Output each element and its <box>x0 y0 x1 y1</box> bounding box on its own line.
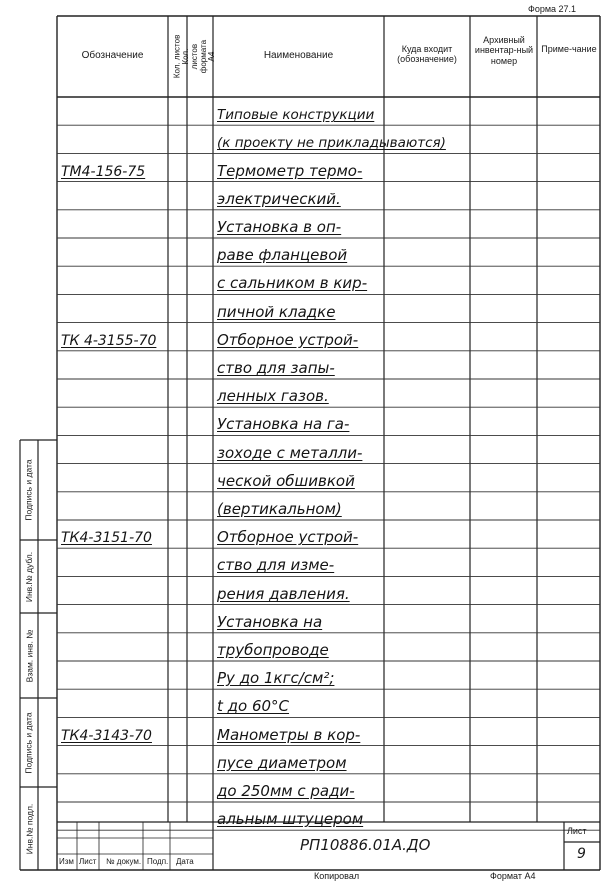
row-designation: ТК4-3143-70 <box>61 727 152 744</box>
table-row <box>57 97 600 125</box>
stamp-izm: Изм <box>59 857 74 866</box>
table-row <box>57 548 600 576</box>
header-designation: Обозначение <box>81 50 144 61</box>
side-label-signature-date-bottom: Подпись и дата <box>24 711 35 774</box>
row-name: ство для запы- <box>217 358 335 377</box>
table-row <box>57 407 600 435</box>
row-name: с сальником в кир- <box>217 274 368 293</box>
row-name: ство для изме- <box>217 556 335 575</box>
table-row <box>57 717 600 745</box>
table-row <box>57 323 600 351</box>
table-row <box>57 520 600 548</box>
side-label-inv-dubl: Инв.№ дубл. <box>24 551 34 602</box>
row-name: альным штуцером <box>217 810 364 829</box>
row-name: пусе диаметром <box>217 753 347 772</box>
row-name: ленных газов. <box>217 387 329 406</box>
row-name: электрический. <box>217 189 341 208</box>
table-row <box>57 689 600 717</box>
document-number: РП10886.01А.ДО <box>300 836 431 854</box>
side-label-signature-date-top: Подпись и дата <box>24 459 35 521</box>
row-name: раве фланцевой <box>217 246 348 265</box>
table-row <box>57 633 600 661</box>
table-row <box>57 746 600 774</box>
row-name: рения давления. <box>217 584 350 603</box>
stamp-data: Дата <box>176 857 194 866</box>
stamp-list: Лист <box>79 857 97 866</box>
table-row <box>57 125 600 153</box>
table-row <box>57 774 600 802</box>
row-name: t до 60°C <box>217 697 290 716</box>
row-name: до 250мм с ради- <box>217 781 355 800</box>
stamp-dokum: № докум. <box>106 857 142 866</box>
stamp-sheet-label: Лист <box>567 826 587 836</box>
table-row <box>57 802 600 830</box>
table-row <box>57 182 600 210</box>
header-destination: Куда входит (обозначение) <box>397 44 457 65</box>
row-designation: ТК 4-3155-70 <box>61 332 157 349</box>
table-row <box>57 238 600 266</box>
table-row <box>57 605 600 633</box>
table-row <box>57 294 600 322</box>
footer-format: Формат А4 <box>490 871 536 881</box>
table-row <box>57 492 600 520</box>
row-name: Термометр термо- <box>217 161 363 180</box>
row-name: Установка в оп- <box>217 217 342 236</box>
row-name: трубопроводе <box>217 640 329 659</box>
row-name: Манометры в кор- <box>217 725 361 744</box>
table-row <box>57 266 600 294</box>
form-label: Форма 27.1 <box>528 4 577 14</box>
table-row <box>57 379 600 407</box>
header-name: Наименование <box>263 50 334 61</box>
header-format: Кол. листов формата А4 <box>181 39 217 74</box>
row-name: Установка на га- <box>217 415 350 434</box>
table-row <box>57 435 600 463</box>
side-label-vzam-inv: Взам. инв. № <box>24 629 35 682</box>
stamp-podp: Подп. <box>147 857 169 866</box>
row-name: (к проекту не прикладываются) <box>217 135 446 152</box>
row-designation: ТМ4-156-75 <box>61 163 146 180</box>
row-name: Установка на <box>217 612 323 631</box>
row-name: Типовые конструкции <box>217 107 375 124</box>
header-archive: Архивный инвентар-ный номер <box>474 35 534 66</box>
row-name: Отборное устрой- <box>217 330 359 349</box>
stamp-sheet-number: 9 <box>577 846 586 862</box>
side-label-inv-podl: Инв.№ подл. <box>24 803 34 854</box>
footer-copied: Копировал <box>314 871 360 881</box>
table-row <box>57 464 600 492</box>
header-sheet-count: Кол. листов <box>172 34 182 79</box>
row-name: Отборное устрой- <box>217 528 359 547</box>
row-name: (вертикальном) <box>217 499 342 518</box>
row-name: зоходе с металли- <box>217 443 363 462</box>
header-note: Приме-чание <box>541 44 597 54</box>
row-name: Ру до 1кгс/см²; <box>217 669 335 688</box>
row-designation: ТК4-3151-70 <box>61 530 152 547</box>
row-name: ческой обшивкой <box>217 471 355 490</box>
table-row <box>57 210 600 238</box>
table-row <box>57 351 600 379</box>
table-row <box>57 153 600 181</box>
table-row <box>57 576 600 604</box>
row-name: пичной кладке <box>217 302 336 321</box>
table-row <box>57 661 600 689</box>
